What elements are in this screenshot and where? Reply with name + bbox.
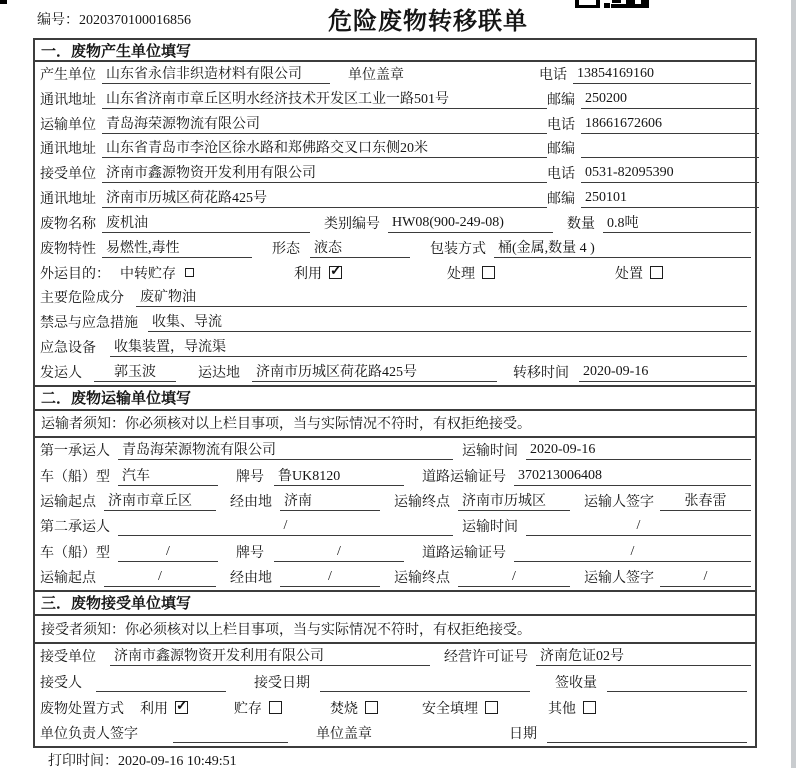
storage-checkbox [269, 701, 282, 714]
plate-number-label: 牌号 [236, 545, 264, 561]
page-edge-strip [791, 0, 796, 768]
disposal-option-incineration: 焚烧 [330, 698, 378, 718]
consignor-value: 郭玉波 [94, 361, 176, 382]
emergency-equipment-label: 应急设备 [40, 341, 96, 357]
purpose-label: 外运目的： [40, 266, 110, 282]
plate-number-value: 鲁UK8120 [274, 465, 404, 486]
first-carrier-value: 青岛海荣源物流有限公司 [118, 439, 453, 460]
vehicle-type-label: 车（船）型 [40, 545, 110, 561]
disposal-option-landfill: 安全填埋 [422, 698, 498, 718]
transfer-form [33, 38, 757, 748]
carrier-sign-value: 张春雷 [660, 490, 751, 511]
via-value: / [280, 569, 380, 587]
acceptor-value [96, 674, 226, 692]
vehicle-type-value: 汽车 [118, 465, 218, 486]
waste-name-label: 废物名称 [40, 216, 96, 232]
waste-character-value: 易燃性,毒性 [102, 237, 252, 258]
hazard-component-row [35, 286, 755, 311]
consignor-row [35, 360, 755, 385]
unit-seal-label: 单位盖章 [316, 727, 372, 743]
transporter-row [35, 112, 755, 137]
vehicle-type-label: 车（船）型 [40, 469, 110, 485]
transfer-date-value: 2020-09-16 [579, 364, 751, 382]
landfill-checkbox [485, 701, 498, 714]
waste-character-row [35, 236, 755, 261]
other-checkbox [583, 701, 596, 714]
origin-label: 运输起点 [40, 570, 96, 586]
permit-number-value: 济南危证02号 [536, 645, 751, 666]
emergency-equipment-row [35, 335, 755, 360]
disposal-checkbox [650, 266, 663, 279]
disposal-option-other: 其他 [548, 698, 596, 718]
manager-sign-row [35, 721, 755, 747]
incineration-checkbox [365, 701, 378, 714]
print-time-value: 2020-09-16 10:49:51 [118, 754, 237, 769]
transporter-notice: 运输者须知：你必须核对以上栏目事项，当与实际情况不符时，有权拒绝接受。 [35, 411, 755, 438]
taboo-measures-label: 禁忌与应急措施 [40, 316, 138, 332]
manager-sign-value [173, 725, 288, 743]
section-2-header: 二．废物运输单位填写 [35, 385, 755, 411]
serial-number: 2020370100016856 [79, 13, 191, 28]
first-carrier-route-row [35, 489, 755, 514]
receiver-zip-value: 250101 [581, 190, 759, 208]
second-carrier-row [35, 514, 755, 539]
serial-label: 编号： [37, 13, 79, 28]
reuse-checkbox [175, 701, 188, 714]
end-value: / [458, 569, 570, 587]
accept-unit-value: 济南市鑫源物资开发利用有限公司 [110, 645, 430, 666]
form-state-value: 液态 [310, 237, 410, 258]
producer-value: 山东省永信非织造材料有限公司 [102, 63, 330, 84]
date-label: 日期 [509, 727, 537, 743]
transfer-date-label: 转移时间 [513, 365, 569, 381]
producer-address-value: 山东省济南市章丘区明水经济技术开发区工业一路501号 [102, 88, 547, 109]
waste-character-label: 废物特性 [40, 241, 96, 257]
plate-number-label: 牌号 [236, 469, 264, 485]
page-title: 危险废物转移联单 [328, 9, 528, 35]
receiver-address-row [35, 186, 755, 211]
emergency-equipment-value: 收集装置，导流渠 [110, 336, 747, 357]
date-value [547, 725, 747, 743]
second-carrier-vehicle-row [35, 539, 755, 564]
origin-value: 济南市章丘区 [104, 490, 216, 511]
disposal-option-storage: 贮存 [234, 698, 282, 718]
zip-label: 邮编 [547, 142, 575, 158]
producer-zip-value: 250200 [581, 91, 759, 109]
second-carrier-value: / [118, 518, 453, 536]
disposal-method-row [35, 695, 755, 721]
waste-name-value: 废机油 [102, 212, 310, 233]
permit-number-label: 经营许可证号 [444, 650, 528, 666]
receiver-phone-value: 0531-82095390 [581, 165, 759, 183]
transport-time-label: 运输时间 [462, 520, 518, 536]
disposal-option-reuse: 利用 ✓ [140, 698, 188, 718]
serial-number-line [37, 9, 191, 29]
section-1-header: 一．废物产生单位填写 [35, 40, 755, 62]
receiver-notice: 接受者须知：你必须核对以上栏目事项，当与实际情况不符时，有权拒绝接受。 [35, 616, 755, 644]
first-carrier-time-value: 2020-09-16 [526, 442, 751, 460]
zip-label: 邮编 [547, 92, 575, 108]
packing-value: 桶(金属,数量 4 ) [494, 237, 751, 258]
phone-label: 电话 [547, 117, 575, 133]
acceptor-row [35, 669, 755, 695]
accept-date-value [320, 674, 530, 692]
waste-name-row [35, 211, 755, 236]
end-value: 济南市历城区 [458, 490, 570, 511]
transfer-storage-checkbox [185, 268, 194, 277]
packing-label: 包装方式 [430, 241, 486, 257]
transporter-label: 运输单位 [40, 117, 96, 133]
road-license-value: / [514, 544, 751, 562]
category-label: 类别编号 [324, 216, 380, 232]
manager-sign-label: 单位负责人签字 [40, 727, 138, 743]
purpose-option-disposal: 处置 [615, 263, 663, 283]
print-time-line [48, 750, 237, 770]
quantity-value: 0.8吨 [603, 212, 751, 233]
receiver-label: 接受单位 [40, 167, 96, 183]
destination-label: 运达地 [198, 365, 240, 381]
hazard-component-label: 主要危险成分 [40, 291, 124, 307]
producer-row [35, 62, 755, 87]
accept-date-label: 接受日期 [254, 675, 310, 691]
carrier-sign-label: 运输人签字 [584, 570, 654, 586]
transporter-zip-value [581, 140, 759, 158]
treatment-checkbox [482, 266, 495, 279]
purpose-row [35, 261, 755, 286]
consignor-label: 发运人 [40, 365, 82, 381]
receiver-address-value: 济南市历城区荷花路425号 [102, 187, 547, 208]
address-label: 通讯地址 [40, 92, 96, 108]
via-value: 济南 [280, 490, 380, 511]
purpose-option-treatment: 处理 [447, 263, 495, 283]
carrier-sign-value: / [660, 569, 751, 587]
road-license-label: 道路运输证号 [422, 545, 506, 561]
taboo-measures-value: 收集、导流 [148, 311, 751, 332]
via-label: 经由地 [230, 494, 272, 510]
accept-unit-label: 接受单位 [40, 650, 96, 666]
disposal-method-label: 废物处置方式 [40, 701, 124, 717]
origin-value: / [104, 569, 216, 587]
transporter-address-row [35, 137, 755, 162]
first-carrier-vehicle-row [35, 463, 755, 488]
second-carrier-time-value: / [526, 518, 751, 536]
print-time-label: 打印时间： [48, 754, 118, 769]
corner-mark [0, 0, 7, 4]
received-qty-value [607, 674, 747, 692]
taboo-measures-row [35, 310, 755, 335]
road-license-value: 370213006408 [514, 468, 751, 486]
via-label: 经由地 [230, 570, 272, 586]
transporter-value: 青岛海荣源物流有限公司 [102, 113, 547, 134]
zip-label: 邮编 [547, 192, 575, 208]
purpose-option-reuse: 利用 ✓ [294, 263, 342, 283]
first-carrier-label: 第一承运人 [40, 444, 110, 460]
category-value: HW08(900-249-08) [388, 215, 553, 233]
phone-label: 电话 [547, 167, 575, 183]
reuse-checkbox [329, 266, 342, 279]
second-carrier-label: 第二承运人 [40, 520, 110, 536]
road-license-label: 道路运输证号 [422, 469, 506, 485]
end-label: 运输终点 [394, 494, 450, 510]
producer-phone-value: 13854169160 [573, 66, 751, 84]
transporter-phone-value: 18661672606 [581, 116, 759, 134]
plate-number-value: / [274, 544, 404, 562]
origin-label: 运输起点 [40, 494, 96, 510]
form-state-label: 形态 [272, 241, 300, 257]
section-3-header: 三．废物接受单位填写 [35, 590, 755, 616]
quantity-label: 数量 [567, 216, 595, 232]
receiver-row [35, 161, 755, 186]
hazard-component-value: 废矿物油 [136, 286, 747, 307]
transporter-address-value: 山东省青岛市李沧区徐水路和郑佛路交叉口东侧20米 [102, 137, 547, 158]
carrier-sign-label: 运输人签字 [584, 494, 654, 510]
phone-label: 电话 [539, 67, 567, 83]
vehicle-type-value: / [118, 544, 218, 562]
second-carrier-route-row [35, 565, 755, 590]
destination-value: 济南市历城区荷花路425号 [252, 361, 497, 382]
seal-label: 单位盖章 [348, 67, 404, 83]
producer-label: 产生单位 [40, 67, 96, 83]
purpose-option-transfer-storage: 中转贮存 [120, 263, 194, 283]
received-qty-label: 签收量 [555, 675, 597, 691]
end-label: 运输终点 [394, 570, 450, 586]
receiver-value: 济南市鑫源物资开发利用有限公司 [102, 162, 547, 183]
address-label: 通讯地址 [40, 192, 96, 208]
first-carrier-row [35, 438, 755, 463]
acceptor-label: 接受人 [40, 675, 82, 691]
transport-time-label: 运输时间 [462, 444, 518, 460]
producer-address-row [35, 87, 755, 112]
address-label: 通讯地址 [40, 142, 96, 158]
accept-unit-row [35, 644, 755, 670]
